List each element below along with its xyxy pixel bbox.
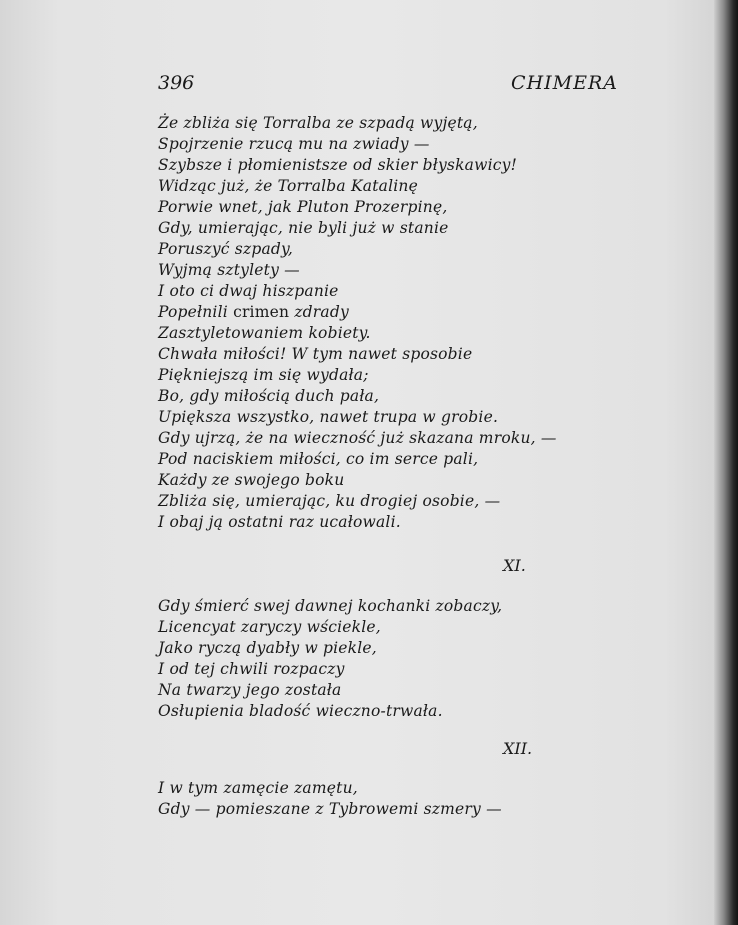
poem-line: Zasztyletowaniem kobiety. (158, 324, 371, 342)
poem-line (158, 302, 618, 323)
poem-line: I od tej chwili rozpaczy (158, 660, 345, 678)
poem-line: I obaj ją ostatni raz ucałowali. (158, 513, 401, 531)
poem-line: Zbliża się, umierając, ku drogiej osobie, — (158, 492, 501, 510)
poem-line: Każdy ze swojego boku (158, 471, 345, 489)
poem-line: I oto ci dwaj hiszpanie (158, 282, 339, 300)
poem-line: Wyjmą sztylety — (158, 261, 300, 279)
running-head (158, 72, 618, 96)
poem-line: Jako ryczą dyabły w piekle, (158, 639, 377, 657)
poem-line: I w tym zamęcie zamętu, (158, 779, 358, 797)
section-heading-xi: XI. (503, 556, 526, 575)
poem-stanza-xi (158, 596, 618, 722)
poem-line: Licencyat zaryczy wściekle, (158, 618, 381, 636)
poem-line: Porwie wnet, jak Pluton Prozerpinę, (158, 198, 448, 216)
poem-line: Szybsze i płomienistsze od skier błyskawicy! (158, 156, 517, 174)
poem-line-roman-word: crimen (233, 303, 290, 321)
poem-line: Gdy — pomieszane z Tybrowemi szmery — (158, 800, 502, 818)
poem-line: Na twarzy jego została (158, 681, 342, 699)
poem-line: Bo, gdy miłością duch pała, (158, 387, 380, 405)
poem-line: Upiększa wszystko, nawet trupa w grobie. (158, 408, 499, 426)
poem-line: Poruszyć szpady, (158, 240, 294, 258)
poem-line: Że zbliża się Torralba ze szpadą wyjętą, (158, 114, 478, 132)
poem-line: Pod naciskiem miłości, co im serce pali, (158, 450, 479, 468)
poem-stanza-1 (158, 113, 618, 533)
poem-line: Spojrzenie rzucą mu na zwiady — (158, 135, 430, 153)
poem-line: Osłupienia bladość wieczno-trwała. (158, 702, 443, 720)
binding-edge (714, 0, 738, 925)
page-number: 396 (158, 72, 195, 94)
poem-line: Chwała miłości! W tym nawet sposobie (158, 345, 473, 363)
poem-line: Gdy, umierając, nie byli już w stanie (158, 219, 449, 237)
poem-line: Widząc już, że Torralba Katalinę (158, 177, 418, 195)
poem-line-part: zdrady (294, 303, 349, 321)
poem-line: Gdy śmierć swej dawnej kochanki zobaczy, (158, 597, 503, 615)
section-heading-xii: XII. (503, 739, 533, 758)
book-title: CHIMERA (511, 72, 618, 94)
poem-line: Gdy ujrzą, że na wieczność już skazana mroku, — (158, 429, 557, 447)
poem-stanza-xii (158, 778, 618, 820)
poem-line-part: Popełnili (158, 303, 228, 321)
poem-line: Piękniejszą im się wydała; (158, 366, 369, 384)
